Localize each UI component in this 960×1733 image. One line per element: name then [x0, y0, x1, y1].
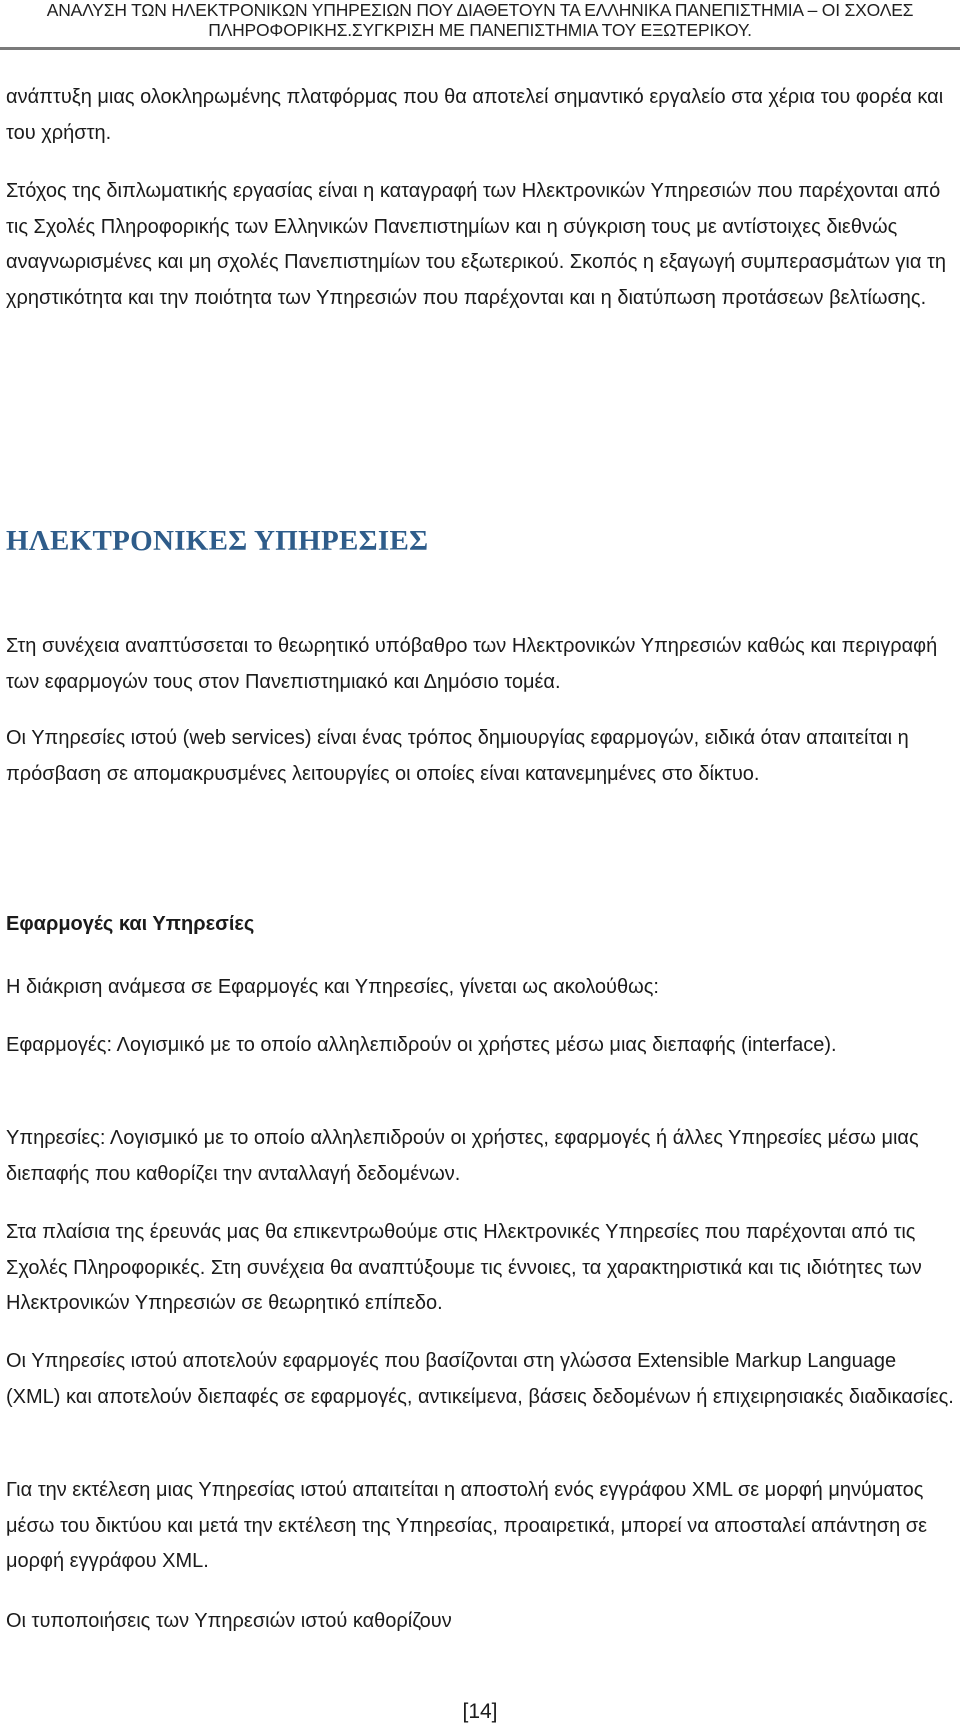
- paragraph-standards-lead-in: Οι τυποποιήσεις των Υπηρεσιών ιστού καθορίζουν: [6, 1610, 452, 1632]
- paragraph-services-definition: Υπηρεσίες: Λογισμικό με το οποίο αλληλεπιδρούν οι χρήστες, εφαρμογές ή άλλες Υπηρεσίες μέσω μιας διεπαφής που καθορίζει την ανταλλαγή δεδομένων.: [6, 1127, 919, 1185]
- paragraph-research-focus: Στα πλαίσια της έρευνάς μας θα επικεντρωθούμε στις Ηλεκτρονικές Υπηρεσίες που παρέχονται από τις Σχολές Πληροφορικές. Στη συνέχεια θα αναπτύξουμε τις έννοιες, τα χαρακτηριστικά και τις ιδιότητες των Ηλεκτρονικών Υπηρεσιών σε θεωρητικό επίπεδο.: [6, 1221, 922, 1314]
- paragraph-distinction-intro: Η διάκριση ανάμεσα σε Εφαρμογές και Υπηρεσίες, γίνεται ως ακολούθως:: [6, 976, 659, 998]
- section-heading: ΗΛΕΚΤΡΟΝΙΚΕΣ ΥΠΗΡΕΣΙΕΣ: [6, 525, 429, 557]
- paragraph-web-services-definition: Οι Υπηρεσίες ιστού (web services) είναι ένας τρόπος δημιουργίας εφαρμογών, ειδικά όταν απαιτείται η πρόσβαση σε απομακρυσμένες λειτουργίες οι οποίες είναι κατανεμημένες στο δίκτυο.: [6, 727, 909, 785]
- paragraph-applications-definition: Εφαρμογές: Λογισμικό με το οποίο αλληλεπιδρούν οι χρήστες μέσω μιας διεπαφής (interface).: [6, 1034, 837, 1056]
- paragraph-xml-execution: Για την εκτέλεση μιας Υπηρεσίας ιστού απαιτείται η αποστολή ενός εγγράφου XML σε μορφή μηνύματος μέσω του δικτύου και μετά την εκτέλεση της Υπηρεσίας, προαιρετικά, μπορεί να αποσταλεί απάντηση σε μορφή εγγράφου XML.: [6, 1479, 928, 1572]
- running-header: [0, 0, 960, 40]
- subsection-heading: Εφαρμογές και Υπηρεσίες: [6, 913, 255, 935]
- running-header-line-1: ΑΝΑΛΥΣΗ ΤΩΝ ΗΛΕΚΤΡΟΝΙΚΩΝ ΥΠΗΡΕΣΙΩΝ ΠΟΥ ΔΙΑΘΕΤΟΥΝ ΤΑ ΕΛΛΗΝΙΚΑ ΠΑΝΕΠΙΣΤΗΜΙΑ – ΟΙ ΣΧΟΛΕΣ: [46, 0, 914, 20]
- page-number: [14]: [462, 1700, 498, 1723]
- paragraph-thesis-goal: Στόχος της διπλωματικής εργασίας είναι η καταγραφή των Ηλεκτρονικών Υπηρεσιών που παρέχονται από τις Σχολές Πληροφορικής των Ελληνικών Πανεπιστημίων και η σύγκριση τους με αντίστοιχες διεθνώς αναγνωρισμένες και μη σχολές Πανεπιστημίων του εξωτερικού. Σκοπός η εξαγωγή συμπερασμάτων για τη χρηστικότητα και την ποιότητα των Υπηρεσιών που παρέχονται και η διατύπωση προτάσεων βελτίωσης.: [6, 180, 947, 309]
- paragraph-intro-continuation: ανάπτυξη μιας ολοκληρωμένης πλατφόρμας που θα αποτελεί σημαντικό εργαλείο στα χέρια του φορέα και του χρήστη.: [6, 86, 944, 144]
- running-header-line-2: ΠΛΗΡΟΦΟΡΙΚΗΣ.ΣΥΓΚΡΙΣΗ ΜΕ ΠΑΝΕΠΙΣΤΗΜΙΑ ΤΟΥ ΕΞΩΤΕΡΙΚΟΥ.: [208, 20, 752, 40]
- header-divider: [0, 47, 960, 50]
- paragraph-theoretical-background: Στη συνέχεια αναπτύσσεται το θεωρητικό υπόβαθρο των Ηλεκτρονικών Υπηρεσιών καθώς και περιγραφή των εφαρμογών τους στον Πανεπιστημιακό και Δημόσιο τομέα.: [6, 635, 938, 693]
- paragraph-xml-basis: Οι Υπηρεσίες ιστού αποτελούν εφαρμογές που βασίζονται στη γλώσσα Extensible Markup Language (XML) και αποτελούν διεπαφές σε εφαρμογές, αντικείμενα, βάσεις δεδομένων ή επιχειρησιακές διαδικασίες.: [6, 1350, 954, 1408]
